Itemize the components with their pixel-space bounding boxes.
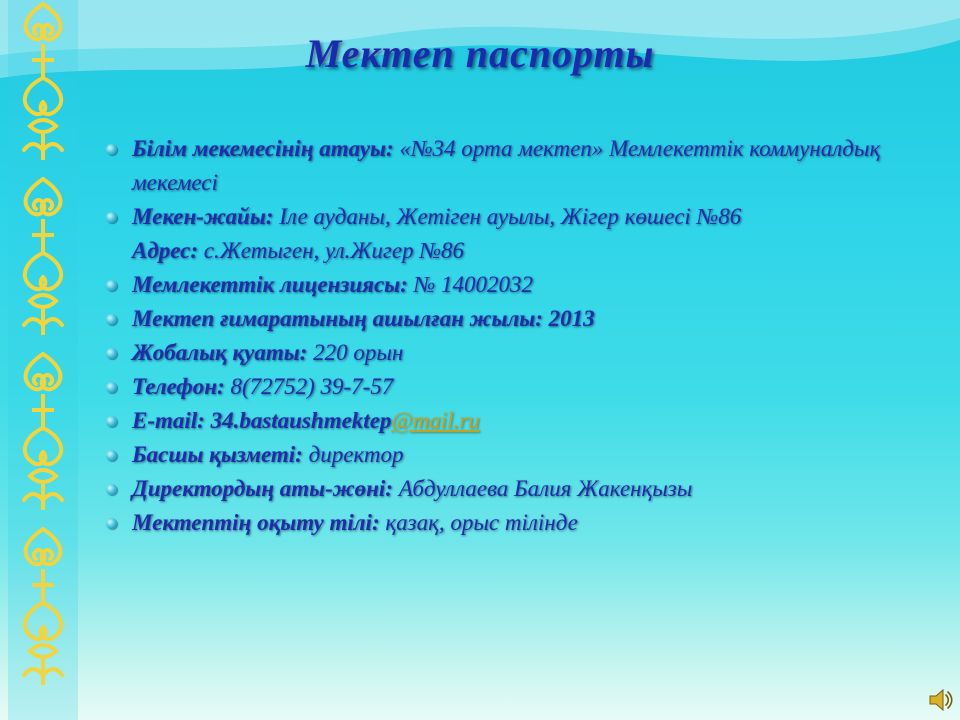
item-label: Мектеп ғимаратының ашылған жылы: xyxy=(132,306,543,331)
bullet-icon xyxy=(106,382,117,393)
item-label: Мемлекеттік лицензиясы: xyxy=(132,272,408,297)
list-item xyxy=(104,472,934,506)
item-label: Мекен-жайы: xyxy=(132,204,274,229)
bullet-icon xyxy=(106,450,117,461)
bullet-icon xyxy=(106,280,117,291)
item-value: с.Жетыген, ул.Жигер №86 xyxy=(198,238,465,263)
item-value: Абдуллаева Балия Жакенқызы xyxy=(392,476,693,501)
list-item xyxy=(104,404,934,438)
item-label: Басшы қызметі: xyxy=(132,442,303,467)
bullet-icon xyxy=(106,314,117,325)
passport-list xyxy=(104,132,934,540)
page-title: Мектеп паспорты xyxy=(305,31,655,76)
item-label: Білім мекемесінің атауы: xyxy=(132,136,394,161)
list-item xyxy=(104,132,934,200)
bullet-icon xyxy=(106,416,117,427)
bullet-icon xyxy=(106,212,117,223)
item-label: Адрес: xyxy=(132,238,199,263)
item-value: директор xyxy=(302,442,404,467)
item-label: Жобалық қуаты: xyxy=(132,340,308,365)
item-label: Директордың аты-жөні: xyxy=(132,476,393,501)
item-value: қазақ, орыс тілінде xyxy=(379,510,578,535)
list-item xyxy=(104,370,934,404)
item-value: Іле ауданы, Жетіген ауылы, Жігер көшесі №86 xyxy=(273,204,742,229)
list-item xyxy=(104,506,934,540)
item-value: № 14002032 xyxy=(407,272,533,297)
list-item xyxy=(104,302,934,336)
bullet-icon xyxy=(106,518,117,529)
ornament-border-icon xyxy=(8,0,78,720)
item-label: Мектептің оқыту тілі: xyxy=(132,510,380,535)
item-value: 8(72752) 39-7-57 xyxy=(224,374,394,399)
list-item xyxy=(104,200,934,268)
item-value: 220 орын xyxy=(307,340,404,365)
item-value: 2013 xyxy=(542,306,595,331)
speaker-icon[interactable] xyxy=(926,686,954,714)
item-label: E-mail: 34.bastaushmektep xyxy=(132,408,392,433)
bullet-icon xyxy=(106,348,117,359)
item-value: «№34 орта мектеп» Мемлекеттік коммуналдық мекемесі xyxy=(132,136,881,195)
bullet-icon xyxy=(106,484,117,495)
list-item xyxy=(104,268,934,302)
list-item xyxy=(104,438,934,472)
item-label: Телефон: xyxy=(132,374,225,399)
bullet-icon xyxy=(106,144,117,155)
list-item xyxy=(104,336,934,370)
email-link[interactable]: @mail.ru xyxy=(391,408,480,433)
